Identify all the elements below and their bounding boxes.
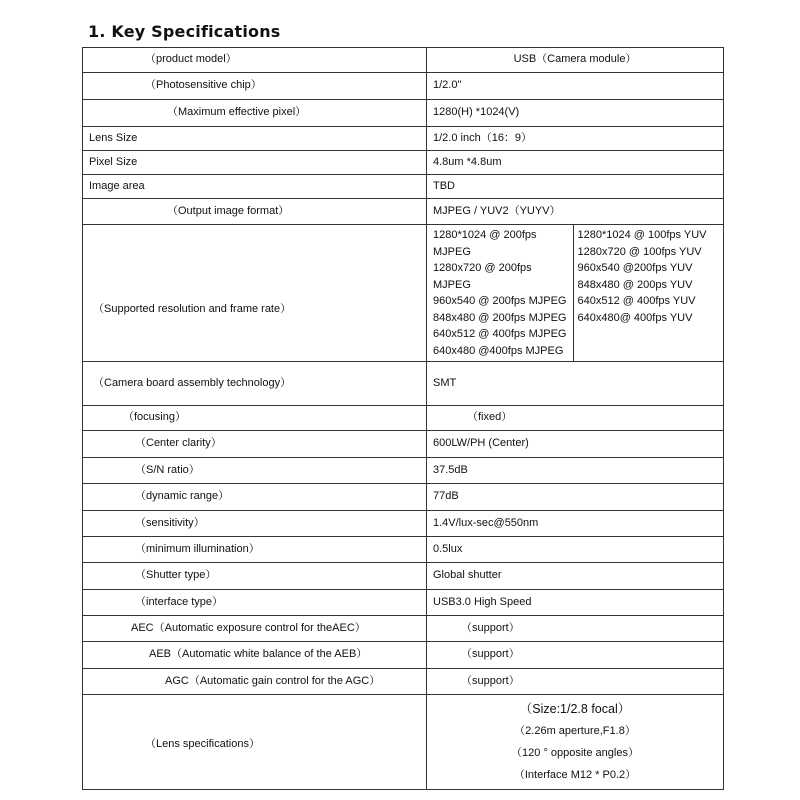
table-row	[83, 616, 724, 642]
spec-label: Image area	[83, 175, 427, 199]
spec-label: AGC（Automatic gain control for the AGC）	[83, 669, 427, 695]
table-row	[83, 642, 724, 669]
spec-label: （Supported resolution and frame rate）	[83, 225, 427, 362]
spec-value: USB3.0 High Speed	[427, 590, 724, 616]
resolution-item: 1280x720 @ 200fps MJPEG	[433, 262, 532, 291]
table-row	[83, 669, 724, 695]
spec-value: MJPEG / YUV2（YUYV）	[427, 199, 724, 225]
resolution-item: 640x480@ 400fps YUV	[577, 311, 693, 324]
table-row	[83, 511, 724, 537]
spec-label: AEC（Automatic exposure control for theAEC）	[83, 616, 427, 642]
spec-label: （product model）	[83, 48, 427, 73]
table-row	[83, 199, 724, 225]
spec-table	[82, 47, 724, 790]
table-row	[83, 100, 724, 127]
table-row	[83, 175, 724, 199]
resolution-item: 1280x720 @ 100fps YUV	[577, 245, 702, 258]
table-row	[83, 458, 724, 484]
table-row	[83, 484, 724, 511]
spec-value: （support）	[427, 669, 724, 695]
spec-label: （Center clarity）	[83, 431, 427, 458]
resolution-item: 640x512 @ 400fps MJPEG	[433, 328, 567, 340]
resolution-item: 848x480 @ 200fps MJPEG	[433, 311, 567, 324]
spec-value: 0.5lux	[427, 537, 724, 563]
table-row	[83, 73, 724, 100]
spec-value: 1/2.0"	[427, 73, 724, 100]
section-title: 1. Key Specifications	[88, 22, 281, 41]
table-row	[83, 362, 724, 406]
spec-value: TBD	[427, 175, 724, 199]
table-row	[83, 563, 724, 590]
spec-label: （Photosensitive chip）	[83, 73, 427, 100]
spec-value: （support）	[427, 642, 724, 669]
spec-label: （sensitivity）	[83, 511, 427, 537]
spec-label: Pixel Size	[83, 151, 427, 175]
spec-value: Global shutter	[427, 563, 724, 590]
resolution-item: 960x540 @ 200fps MJPEG	[433, 295, 567, 307]
table-row	[83, 48, 724, 73]
table-row	[83, 537, 724, 563]
table-row	[83, 151, 724, 175]
spec-label: （minimum illumination）	[83, 537, 427, 563]
spec-label: （dynamic range）	[83, 484, 427, 511]
lens-line: （120 ° opposite angles）	[511, 747, 639, 759]
table-row	[83, 127, 724, 151]
resolution-item: 960x540 @200fps YUV	[577, 262, 693, 274]
spec-label: （Output image format）	[83, 199, 427, 225]
yuv-list	[573, 225, 718, 361]
spec-value: 600LW/PH (Center)	[427, 431, 724, 458]
spec-label: （interface type）	[83, 590, 427, 616]
lens-line: （2.26m aperture,F1.8）	[514, 725, 636, 737]
spec-label: （Lens specifications）	[83, 695, 427, 790]
lens-line: （Size:1/2.8 focal）	[519, 702, 631, 716]
spec-label: （Camera board assembly technology）	[83, 362, 427, 406]
spec-label: （Maximum effective pixel）	[83, 100, 427, 127]
spec-value: SMT	[427, 362, 724, 406]
spec-value: 1280(H) *1024(V)	[427, 100, 724, 127]
spec-value: 4.8um *4.8um	[427, 151, 724, 175]
table-row	[83, 225, 724, 362]
resolution-item: 640x512 @ 400fps YUV	[577, 295, 696, 307]
spec-value: 77dB	[427, 484, 724, 511]
spec-value: （fixed）	[427, 406, 724, 431]
resolution-item: 1280*1024 @ 100fps YUV	[577, 229, 707, 241]
resolution-item: 640x480 @400fps MJPEG	[433, 344, 564, 357]
mjpeg-list	[433, 225, 573, 361]
resolution-item: 1280*1024 @ 200fps MJPEG	[433, 229, 537, 258]
spec-label: （focusing）	[83, 406, 427, 431]
spec-label: （S/N ratio）	[83, 458, 427, 484]
lens-line: （Interface M12 * P0.2）	[513, 769, 637, 781]
resolution-cell	[427, 225, 724, 362]
spec-value: USB（Camera module）	[427, 48, 724, 73]
table-row	[83, 695, 724, 790]
resolution-item: 848x480 @ 200ps YUV	[577, 278, 693, 291]
spec-label: Lens Size	[83, 127, 427, 151]
lens-spec-cell	[427, 695, 724, 790]
spec-value: 1/2.0 inch（16：9）	[427, 127, 724, 151]
spec-value: 1.4V/lux-sec@550nm	[427, 511, 724, 537]
spec-label: （Shutter type）	[83, 563, 427, 590]
spec-value: （support）	[427, 616, 724, 642]
table-row	[83, 590, 724, 616]
table-row	[83, 406, 724, 431]
spec-label: AEB（Automatic white balance of the AEB）	[83, 642, 427, 669]
table-row	[83, 431, 724, 458]
spec-value: 37.5dB	[427, 458, 724, 484]
